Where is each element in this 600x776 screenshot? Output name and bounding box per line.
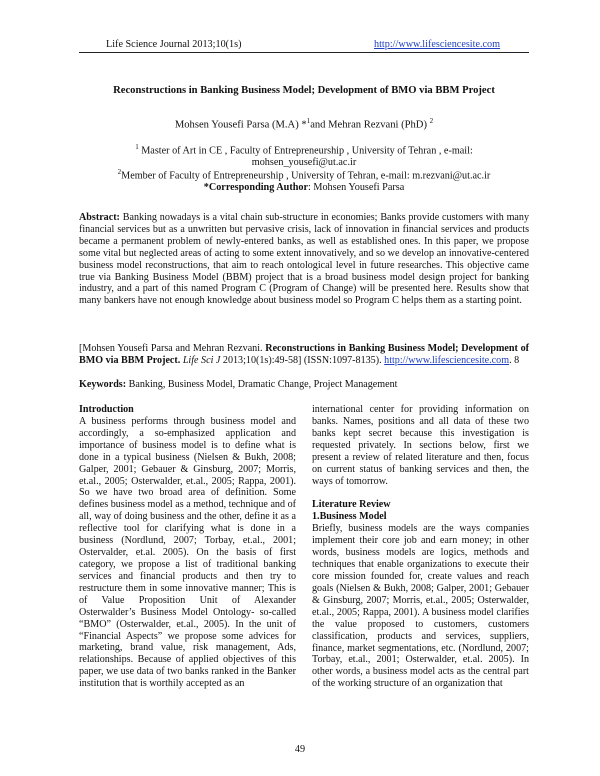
corresponding-name: : Mohsen Yousefi Parsa	[308, 182, 405, 194]
paper-title: Reconstructions in Banking Business Model; Development of BMO via BBM Project	[113, 85, 495, 96]
corresponding-label: *Corresponding Author	[203, 182, 309, 194]
citation	[79, 343, 529, 367]
keywords-label: Keywords:	[79, 379, 127, 390]
journal-header: Life Science Journal 2013;10(1s)	[106, 39, 242, 50]
abstract-label: Abstract:	[79, 212, 120, 223]
header-rule	[79, 52, 529, 53]
journal-url-link[interactable]: http://www.lifesciencesite.com	[374, 39, 501, 50]
right-column	[312, 404, 529, 690]
citation-title: Reconstructions in Banking Business Model; Development of BMO via BBM Project.	[79, 343, 529, 366]
business-model-paragraph: Briefly, business models are the ways companies implement their core job and earn money; in other words, business models are logics, methods and techniques that enable organizations to execute their core mission founded for, create values and reach goals (Nielsen & Bukh, 2008; Galper, 2001; Gebauer & Ginsburg, 2007; Morris, et.al., 2005; Osterwalder, et.al., 2005; Rappa, 2001). A business model clarifies the value proposed to customers, customers classification, products and services, suppliers, finance, market segmentations, etc. (Nordlund, 2007; Torbay, et.al., 2001; Osterwalder, et.al. 2005). In other words, a business model acts as the central part of the working structure of an organization that	[312, 523, 529, 690]
citation-rest: 2013;10(1s):49-58] (ISSN:1097-8135).	[220, 354, 382, 366]
abstract	[79, 212, 529, 307]
business-model-heading: 1.Business Model	[312, 511, 387, 523]
intro-paragraph-2: international center for providing information on banks. Names, positions and all data of these two banks kept secret because this investigation is requested privately. In sections below, first we present a review of related literature and then, focus on current status of banking services and then, the ways of tomorrow.	[312, 404, 529, 487]
literature-review-heading: Literature Review	[312, 499, 391, 511]
abstract-text: Banking nowadays is a vital chain sub-structure in economies; Banks provide customers with many financial services but as a unwritten but pervasive crisis, lack of innovation in financial services and products became a permanent problem of newly-entered banks, as well as established ones. In this paper, we propose some vital but neglected areas of acting to some extent innovatively, and so we develop an innovative-centered business model reconstructions, that aim to reach ontological level in future researches. This objective came true via Banking Business Model (BBM) project that is a broad business model design project for banking industry, and a part of this named Program C (Program of Change) will be presented here. Results show that many bankers have not enough knowledge about business model so Program C helps them as a starting point.	[79, 212, 529, 307]
author-and: and Mehran Rezvani (PhD)	[310, 119, 427, 131]
keywords-text: Banking, Business Model, Dramatic Change, Project Management	[126, 379, 398, 390]
affiliation-2	[79, 166, 529, 194]
author-2-sup: 2	[429, 117, 434, 125]
aff1-email: mohsen_yousefi@ut.ac.ir	[251, 157, 357, 169]
citation-url-link[interactable]: http://www.lifesciencesite.com	[384, 354, 510, 366]
authors-line	[79, 117, 529, 131]
left-column	[79, 404, 296, 690]
aff2-sup: 2	[117, 168, 122, 176]
aff1-sup: 1	[135, 143, 139, 151]
page-number: 49	[294, 744, 306, 755]
citation-suffix: . 8	[509, 354, 520, 366]
author-1: Mohsen Yousefi Parsa (M.A) *	[174, 119, 307, 131]
author-1-sup: 1	[306, 117, 311, 125]
intro-paragraph-1: A business performs through business model and accordingly, a so-emphasized application and importance of business model is to define what is done in a typical business (Nielsen & Bukh, 2008; Galper, 2001; Gebauer & Ginsburg, 2007; Morris, et.al., 2005; Osterwalder, et.al., 2005; Rappa, 2001). So we have two broad area of definition. Some defines business model as a method, technique and of all, way of doing business and the other, define it as a reflective tool for clarifying what is done in a business (Nordlund, 2007; Torbay, et.al., 2001; Ostervalder, et.al. 2005). On the basis of first category, we propose a list of traditional banking services and financial products and then try to restructure them in some innovative manner; This is of Value Proposition Unit of Alexander Osterwalder’s Business Model Ontology- so-called “BMO” (Osterwalder, et.al., 2005). In the unit of “Financial Aspects” we propose some advices for marketing, brand value, risk management, Ads, relationships. Because of applied objectives of this paper, we use data of two banks ranked in the Banker institution that is worthily accepted as an	[79, 415, 296, 690]
paragraph-gap	[312, 487, 529, 499]
intro-heading: Introduction	[79, 404, 134, 415]
citation-journal: Life Sci J	[180, 354, 221, 366]
citation-prefix: [Mohsen Yousefi Parsa and Mehran Rezvani.	[79, 343, 263, 354]
keywords	[79, 379, 529, 390]
aff2-text: Member of Faculty of Entrepreneurship , University of Tehran, e-mail: m.rezvani@ut.ac.ir	[121, 170, 491, 182]
aff1-text: Master of Art in CE , Faculty of Entrepreneurship , University of Tehran , e-mail:	[141, 145, 473, 157]
